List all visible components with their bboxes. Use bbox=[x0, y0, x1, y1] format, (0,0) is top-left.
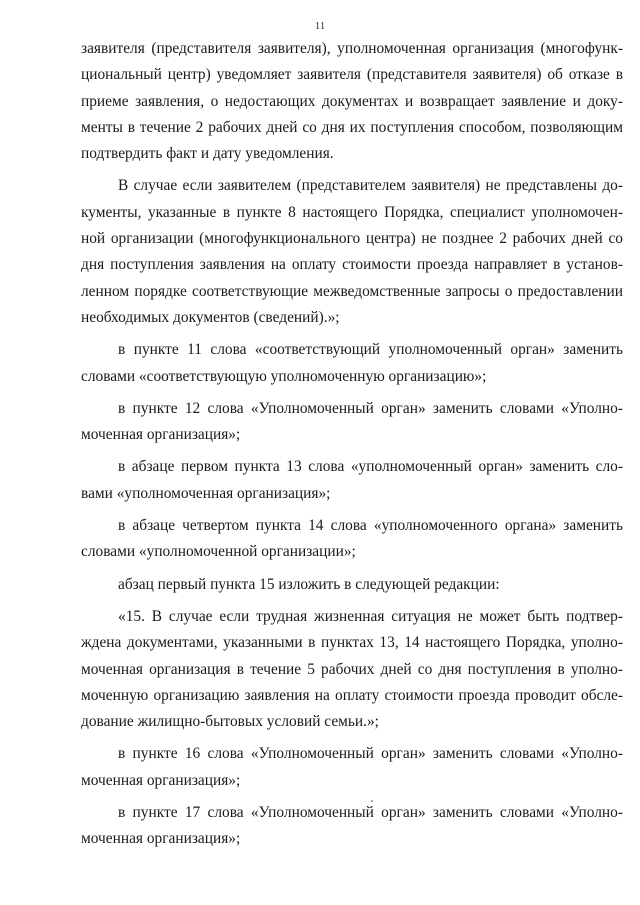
text-line: словами «соответствующую уполномоченную организацию»; bbox=[81, 367, 487, 385]
text-line: в пункте 11 слова «соответствующий уполномоченный орган» заменить bbox=[118, 341, 623, 359]
text-line: циональный центр) уведомляет заявителя (представителя заявителя) об отказе в bbox=[81, 66, 623, 84]
paragraph bbox=[81, 396, 623, 449]
text-line: ждена документами, указанными в пунктах 13, 14 настоящего Порядка, уполно- bbox=[81, 634, 623, 652]
text-line: моченная организация»; bbox=[81, 426, 241, 444]
text-line: словами «уполномоченной организации»; bbox=[81, 543, 356, 561]
text-line: дование жилищно-бытовых условий семьи.»; bbox=[81, 713, 379, 731]
scan-speck bbox=[371, 800, 373, 802]
page-number: 11 bbox=[314, 20, 326, 32]
text-line: «15. В случае если трудная жизненная ситуация не может быть подтвер- bbox=[118, 607, 623, 625]
paragraph bbox=[81, 572, 623, 598]
text-line: приеме заявления, о недостающих документах и возвращает заявление и доку- bbox=[81, 92, 623, 110]
text-line: моченная организация»; bbox=[81, 830, 241, 848]
text-line: в пункте 17 слова «Уполномоченный орган» заменить словами «Уполно- bbox=[118, 804, 623, 822]
paragraph bbox=[81, 173, 623, 331]
text-line: подтвердить факт и дату уведомления. bbox=[81, 145, 334, 163]
document-body bbox=[81, 36, 623, 853]
paragraph bbox=[81, 513, 623, 566]
paragraph bbox=[81, 454, 623, 507]
text-line: в абзаце четвертом пункта 14 слова «уполномоченного органа» заменить bbox=[118, 517, 623, 535]
text-line: вами «уполномоченная организация»; bbox=[81, 484, 331, 502]
text-line: моченная организация в течение 5 рабочих дней со дня поступления в уполно- bbox=[81, 660, 623, 678]
text-line: моченная организация»; bbox=[81, 771, 241, 789]
text-line: кументы, указанные в пункте 8 настоящего Порядка, специалист уполномочен- bbox=[81, 203, 623, 221]
text-line: В случае если заявителем (представителем заявителя) не представлены до- bbox=[118, 177, 623, 195]
text-line: ной организации (многофункционального центра) не позднее 2 рабочих дней со bbox=[81, 230, 623, 248]
text-line: в абзаце первом пункта 13 слова «уполномоченный орган» заменить сло- bbox=[118, 458, 623, 476]
text-line: ленном порядке соответствующие межведомственные запросы о предоставлении bbox=[81, 282, 623, 300]
text-line: в пункте 16 слова «Уполномоченный орган» заменить словами «Уполно- bbox=[118, 745, 623, 763]
text-line: менты в течение 2 рабочих дней со дня их поступления способом, позволяющим bbox=[81, 118, 623, 136]
text-line: дня поступления заявления на оплату стоимости проезда направляет в установ- bbox=[81, 256, 623, 274]
paragraph bbox=[81, 741, 623, 794]
text-line: в пункте 12 слова «Уполномоченный орган» заменить словами «Уполно- bbox=[118, 399, 623, 417]
paragraph bbox=[81, 36, 623, 167]
paragraph bbox=[81, 800, 623, 853]
paragraph bbox=[81, 337, 623, 390]
paragraph bbox=[81, 604, 623, 735]
text-line: заявителя (представителя заявителя), уполномоченная организация (многофунк- bbox=[81, 40, 623, 57]
text-line: необходимых документов (сведений).»; bbox=[81, 308, 340, 326]
text-line: абзац первый пункта 15 изложить в следующей редакции: bbox=[118, 575, 500, 593]
text-line: моченную организацию заявления на оплату стоимости проезда проводит обсле- bbox=[81, 686, 623, 704]
